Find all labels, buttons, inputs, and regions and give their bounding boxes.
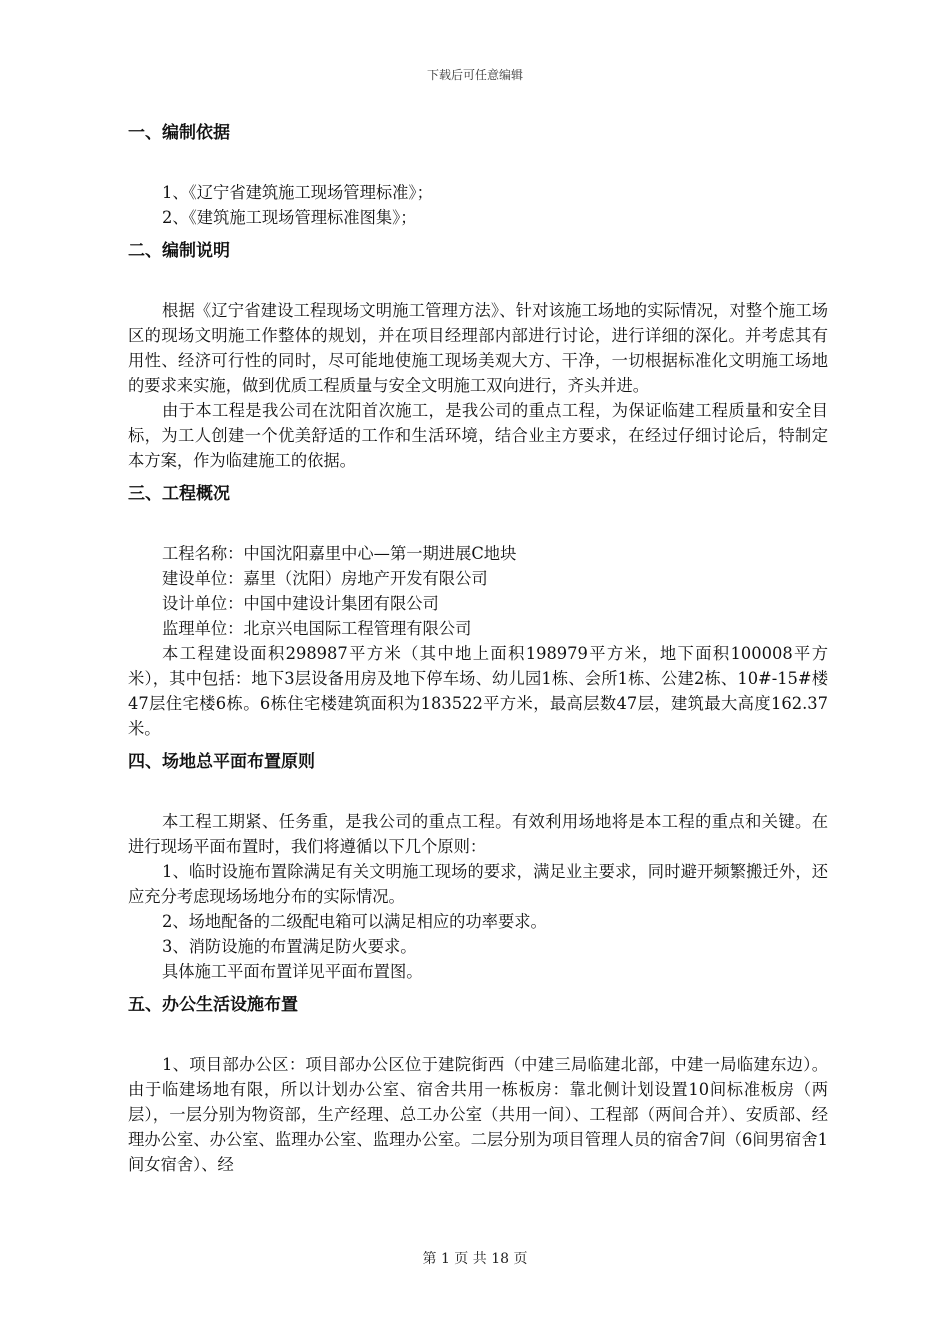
paragraph: 本工程建设面积298987平方米（其中地上面积198979平方米，地下面积100008平方米），其中包括：地下3层设备用房及地下停车场、幼儿园1栋、会所1栋、公建2栋、10#-15#楼47层住宅楼6栋。6栋住宅楼建筑面积为183522平方米，最高层数47层，建筑最大高度162.37米。 bbox=[128, 644, 828, 738]
paragraph: 由于本工程是我公司在沈阳首次施工，是我公司的重点工程，为保证临建工程质量和安全目标，为工人创建一个优美舒适的工作和生活环境，结合业主方要求，在经过仔细讨论后，特制定本方案，作为临建施工的依据。 bbox=[128, 401, 828, 470]
section-title-4: 四、场地总平面布置原则 bbox=[128, 752, 315, 772]
principle-item: 2、场地配备的二级配电箱可以满足相应的功率要求。 bbox=[162, 912, 547, 931]
principle-item: 1、临时设施布置除满足有关文明施工现场的要求，满足业主要求，同时避开频繁搬迁外，还应充分考虑现场场地分布的实际情况。 bbox=[128, 862, 828, 906]
paragraph: 根据《辽宁省建设工程现场文明施工管理方法》、针对该施工场地的实际情况，对整个施工场区的现场文明施工作整体的规划，并在项目经理部内部进行讨论，进行详细的深化。并考虑其有用性、经济可行性的同时，尽可能地使施工现场美观大方、干净，一切根据标准化文明施工场地的要求来实施，做到优质工程质量与安全文明施工双向进行，齐头并进。 bbox=[128, 301, 828, 395]
paragraph: 1、项目部办公区：项目部办公区位于建院街西（中建三局临建北部，中建一局临建东边）。由于临建场地有限，所以计划办公室、宿舍共用一栋板房：靠北侧计划设置10间标准板房（两层），一层分别为物资部，生产经理、总工办公室（共用一间）、工程部（两间合并）、安质部、经理办公室、办公室、监理办公室、监理办公室。二层分别为项目管理人员的宿舍7间（6间男宿舍1间女宿舍）、经 bbox=[128, 1055, 828, 1174]
section-title-2: 二、编制说明 bbox=[128, 241, 230, 261]
project-info-line: 建设单位：嘉里（沈阳）房地产开发有限公司 bbox=[162, 569, 488, 588]
section-title-1: 一、编制依据 bbox=[128, 123, 230, 143]
project-info-line: 监理单位：北京兴电国际工程管理有限公司 bbox=[162, 619, 472, 638]
page-number: 第 1 页 共 18 页 bbox=[422, 1251, 528, 1267]
project-info-line: 设计单位：中国中建设计集团有限公司 bbox=[162, 594, 439, 613]
section-title-3: 三、工程概况 bbox=[128, 484, 230, 504]
paragraph: 具体施工平面布置详见平面布置图。 bbox=[162, 962, 423, 981]
document-body bbox=[128, 118, 828, 1177]
basis-item: 2、《建筑施工现场管理标准图集》； bbox=[162, 208, 417, 227]
project-info-line: 工程名称：中国沈阳嘉里中心—第一期进展C地块 bbox=[162, 544, 517, 563]
section-title-5: 五、办公生活设施布置 bbox=[128, 995, 298, 1015]
principle-item: 3、消防设施的布置满足防火要求。 bbox=[162, 937, 417, 956]
paragraph: 本工程工期紧、任务重，是我公司的重点工程。有效利用场地将是本工程的重点和关键。在进行现场平面布置时，我们将遵循以下几个原则： bbox=[128, 812, 828, 856]
page-header: 下载后可任意编辑 bbox=[426, 68, 523, 82]
basis-item: 1、《辽宁省建筑施工现场管理标准》； bbox=[162, 183, 433, 202]
